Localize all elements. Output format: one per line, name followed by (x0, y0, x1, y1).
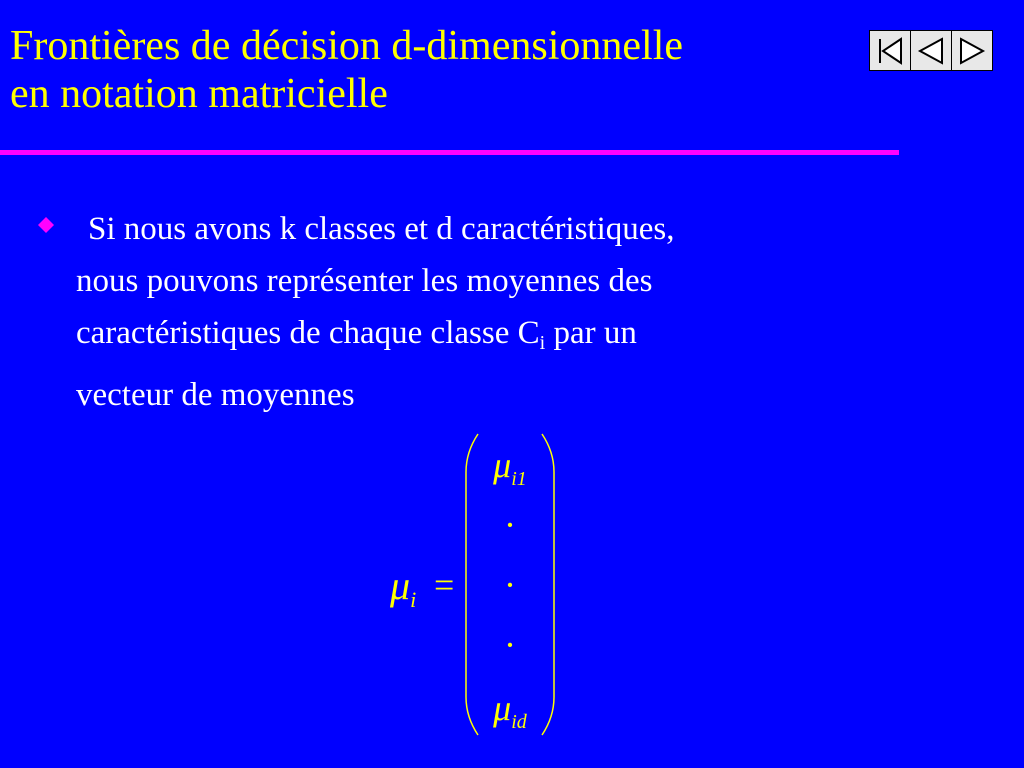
bullet-text (36, 203, 916, 421)
title-divider (0, 150, 899, 155)
title-line-2: en notation matricielle (10, 71, 388, 117)
equation-lhs (390, 562, 416, 613)
first-slide-icon (875, 35, 905, 67)
previous-slide-icon (916, 35, 946, 67)
entry-symbol: μ (493, 688, 512, 728)
bullet-line-1: Si nous avons k classes et d caractéristiques, (88, 211, 675, 247)
equals-sign: = (434, 565, 455, 605)
mean-vector-equation (380, 432, 580, 742)
bullet-line-4: vecteur de moyennes (76, 377, 355, 413)
previous-slide-button[interactable] (911, 31, 952, 70)
vector-entry-last (470, 687, 550, 734)
slide-navigation (869, 30, 993, 71)
next-slide-button[interactable] (952, 31, 992, 70)
bullet-line-3-start: caractéristiques de chaque classe C (76, 315, 540, 351)
vector-entry-first (470, 444, 550, 491)
bullet-line-3-end: par un (545, 315, 637, 351)
entry-symbol: μ (493, 445, 512, 485)
vector-entry-dot: · (504, 505, 516, 545)
vector-entry-dot: · (504, 565, 516, 605)
bullet-item (36, 203, 916, 421)
bullet-line-3 (76, 307, 916, 369)
diamond-bullet-icon (38, 217, 54, 233)
lhs-symbol: μ (390, 563, 411, 608)
lhs-subscript: i (410, 587, 417, 612)
bullet-line-2: nous pouvons représenter les moyennes des (76, 263, 653, 299)
entry-subscript: id (511, 711, 527, 733)
class-subscript: i (539, 332, 546, 354)
first-slide-button[interactable] (870, 31, 911, 70)
vector-entry-dot: · (504, 625, 516, 665)
next-slide-icon (957, 35, 987, 67)
title-line-1: Frontières de décision d-dimensionnelle (10, 23, 684, 69)
slide-title (10, 22, 840, 118)
entry-subscript: i1 (511, 468, 527, 490)
